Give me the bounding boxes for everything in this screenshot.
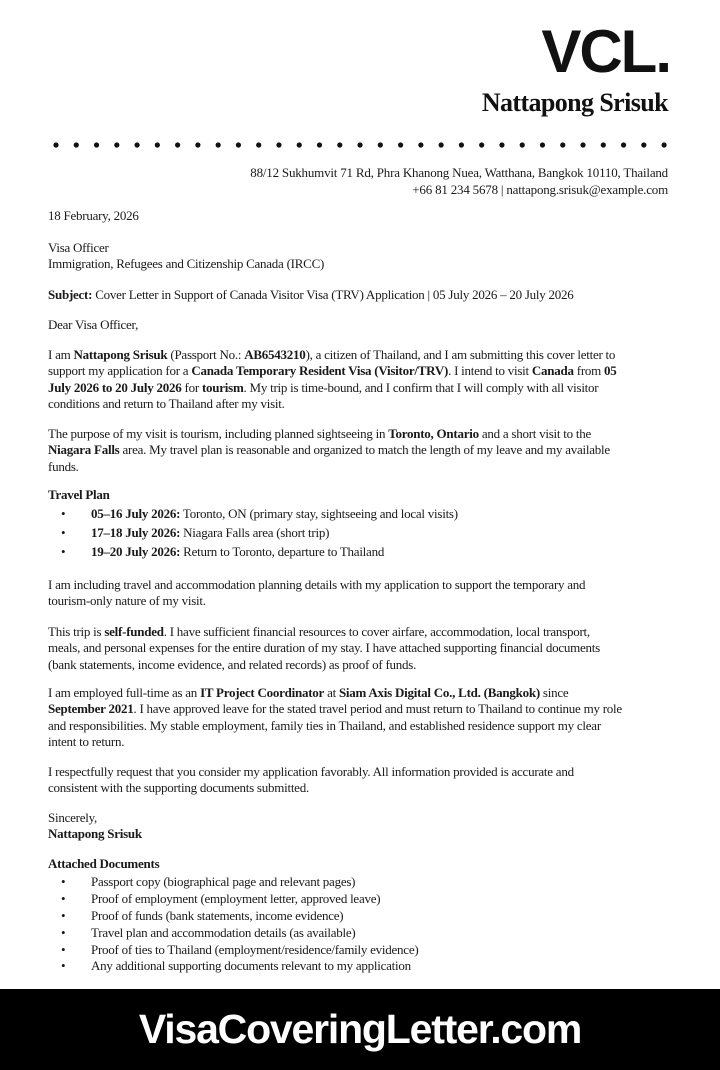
attachment-item: [48, 942, 418, 959]
text-segment: I respectfully request that you consider my application favorably. All information provided is accurate and: [48, 764, 574, 779]
text-segment: I am: [48, 347, 74, 362]
plan-date: 17–18 July 2026:: [91, 525, 181, 541]
attachments-section: [48, 856, 418, 975]
text-line: [48, 363, 617, 379]
text-line: [48, 442, 610, 458]
bullet-icon: •: [61, 874, 66, 890]
attachment-item: [48, 908, 418, 925]
plan-date: 05–16 July 2026:: [91, 506, 181, 522]
text-segment: conditions and return to Thailand after my visit.: [48, 396, 285, 412]
text-line: [48, 657, 600, 673]
text-segment: since: [539, 685, 569, 700]
divider-dot: [236, 142, 241, 147]
text-segment: funds.: [48, 458, 79, 474]
travel-plan-item: [48, 525, 458, 544]
phone-email: +66 81 234 5678 | nattapong.srisuk@example.com: [412, 182, 668, 197]
text-segment: meals, and personal expenses for the entire duration of my stay. I have attached supporting financial documents: [48, 640, 600, 656]
attachment-text: Proof of ties to Thailand (employment/residence/family evidence): [91, 941, 419, 957]
divider-dot: [520, 142, 525, 147]
address: 88/12 Sukhumvit 71 Rd, Phra Khanong Nuea, Watthana, Bangkok 10110, Thailand: [250, 165, 668, 180]
text-segment: (bank statements, income evidence, and related records) as proof of funds.: [48, 656, 417, 672]
attachment-text: Any additional supporting documents relevant to my application: [91, 958, 411, 974]
divider-dot: [216, 142, 221, 147]
plan-date: 19–20 July 2026:: [91, 544, 181, 560]
text-line: [48, 780, 574, 796]
paragraph: [48, 577, 585, 610]
text-segment: I am employed full-time as an: [48, 685, 201, 700]
salutation: Sincerely,: [48, 810, 97, 825]
text-segment: consistent with the supporting documents submitted.: [48, 780, 309, 796]
plan-text: Return to Toronto, departure to Thailand: [180, 544, 385, 560]
paragraph: [48, 426, 610, 475]
text-segment: (Passport No.:: [167, 347, 245, 362]
plan-text: Toronto, ON (primary stay, sightseeing and local visits): [180, 506, 458, 522]
text-segment: . I have sufficient financial resources to cover airfare, accommodation, local transport,: [163, 624, 590, 639]
divider-dot: [134, 142, 139, 147]
bold-text: Siam Axis Digital Co., Ltd. (Bangkok): [338, 685, 540, 700]
text-segment: and a short visit to the: [478, 426, 592, 441]
text-line: [48, 718, 622, 734]
bullet-icon: •: [61, 506, 66, 522]
attachment-item: [48, 958, 418, 975]
text-line: [48, 396, 617, 412]
text-segment: tourism-only nature of my visit.: [48, 593, 206, 609]
divider-dot: [662, 142, 667, 147]
text-segment: for: [181, 379, 202, 395]
divider-dot: [378, 142, 383, 147]
divider-dot: [175, 142, 180, 147]
divider-dot: [53, 142, 58, 147]
text-segment: and responsibilities. My stable employment, family ties in Thailand, and established residence support my clear: [48, 717, 601, 733]
text-line: [48, 764, 574, 780]
paragraph: [48, 685, 622, 751]
text-line: [48, 640, 600, 656]
divider-dot: [439, 142, 444, 147]
bullet-icon: •: [61, 908, 66, 923]
vcl-logo: VCL.: [541, 18, 670, 85]
plan-text: Niagara Falls area (short trip): [180, 525, 330, 541]
text-segment: at: [324, 685, 339, 700]
text-segment: . My trip is time-bound, and I confirm that I will comply with all visitor: [243, 379, 599, 395]
divider-dot: [641, 142, 646, 147]
attachments-heading: Attached Documents: [48, 856, 160, 871]
divider-dot: [418, 142, 423, 147]
text-segment: ), a citizen of Thailand, and I am submitting this cover letter to: [305, 347, 616, 362]
divider-dot: [114, 142, 119, 147]
divider-dot: [560, 142, 565, 147]
divider-dot: [74, 142, 79, 147]
divider-dot: [94, 142, 99, 147]
text-segment: support my application for a: [48, 363, 192, 379]
text-segment: . I have approved leave for the stated travel period and must return to Thailand to continue my role: [133, 701, 622, 717]
divider-dot: [297, 142, 302, 147]
text-segment: The purpose of my visit is tourism, including planned sightseeing in: [48, 426, 389, 441]
text-line: [48, 380, 617, 396]
bold-text: September 2021: [48, 701, 134, 717]
subject-label: Subject:: [48, 287, 93, 302]
attachment-text: Passport copy (biographical page and relevant pages): [91, 874, 356, 890]
text-line: [48, 734, 622, 750]
recipient: [48, 240, 324, 273]
subject-line: [48, 287, 574, 303]
divider-dot: [398, 142, 403, 147]
divider-dot: [580, 142, 585, 147]
text-line: [48, 701, 622, 717]
paragraph: [48, 347, 617, 413]
travel-plan-item: [48, 506, 458, 525]
bold-text: IT Project Coordinator: [200, 685, 325, 700]
dotted-divider: [52, 138, 670, 152]
text-segment: from: [573, 363, 605, 379]
bold-text: July 2026 to 20 July 2026: [48, 379, 182, 395]
travel-plan-item: [48, 544, 458, 563]
footer-banner: VisaCoveringLetter.com: [0, 989, 720, 1070]
divider-dot: [256, 142, 261, 147]
text-line: [48, 459, 610, 475]
paragraph: [48, 764, 574, 797]
bold-text: self-funded: [104, 624, 164, 639]
subject-text: Cover Letter in Support of Canada Visitor Visa (TRV) Application | 05 July 2026 – 20 July 2026: [92, 287, 574, 302]
attachment-text: Proof of funds (bank statements, income evidence): [91, 908, 344, 923]
divider-dot: [357, 142, 362, 147]
text-segment: This trip is: [48, 624, 105, 639]
letter-date: 18 February, 2026: [48, 208, 139, 223]
text-line: [48, 347, 617, 363]
paragraph: [48, 624, 600, 673]
divider-dot: [601, 142, 606, 147]
bold-text: tourism: [201, 379, 244, 395]
text-line: [48, 426, 610, 442]
attachment-text: Travel plan and accommodation details (as available): [91, 924, 356, 940]
recipient-title: Visa Officer: [48, 240, 109, 255]
divider-dot: [499, 142, 504, 147]
divider-dot: [155, 142, 160, 147]
text-segment: area. My travel plan is reasonable and organized to match the length of my leave and my available: [119, 442, 610, 458]
signature-name: Nattapong Srisuk: [48, 826, 142, 842]
bold-text: Nattapong Srisuk: [73, 347, 168, 362]
bold-text: Canada Temporary Resident Visa (Visitor/TRV): [191, 363, 449, 379]
closing: [48, 810, 142, 843]
text-line: [48, 624, 600, 640]
bullet-icon: •: [61, 891, 66, 907]
travel-plan-heading: Travel Plan: [48, 487, 110, 502]
bold-text: AB6543210: [244, 347, 306, 362]
divider-dot: [337, 142, 342, 147]
divider-dot: [276, 142, 281, 147]
bold-text: Toronto, Ontario: [388, 426, 479, 441]
contact-block: [250, 164, 668, 198]
bold-text: Niagara Falls: [48, 442, 120, 458]
greeting: Dear Visa Officer,: [48, 317, 139, 332]
text-line: [48, 593, 585, 609]
attachment-item: [48, 874, 418, 891]
bullet-icon: •: [61, 544, 66, 560]
attachment-text: Proof of employment (employment letter, approved leave): [91, 891, 381, 907]
divider-dot: [317, 142, 322, 147]
text-segment: intent to return.: [48, 734, 125, 750]
divider-dot: [479, 142, 484, 147]
applicant-name-heading: Nattapong Srisuk: [481, 88, 668, 117]
text-segment: . I intend to visit: [448, 363, 532, 379]
bullet-icon: •: [61, 958, 66, 974]
attachment-item: [48, 891, 418, 908]
divider-dot: [540, 142, 545, 147]
text-segment: I am including travel and accommodation planning details with my application to support the temporary and: [48, 577, 586, 592]
bullet-icon: •: [61, 924, 66, 940]
bold-text: 05: [604, 363, 617, 379]
attachment-item: [48, 925, 418, 942]
bullet-icon: •: [61, 941, 66, 957]
text-line: [48, 685, 622, 701]
travel-plan-section: [48, 487, 458, 563]
text-line: [48, 577, 585, 593]
recipient-org: Immigration, Refugees and Citizenship Canada (IRCC): [48, 256, 325, 272]
divider-dot: [459, 142, 464, 147]
divider-dot: [621, 142, 626, 147]
bold-text: Canada: [531, 363, 574, 379]
bullet-icon: •: [61, 525, 66, 541]
divider-dot: [195, 142, 200, 147]
